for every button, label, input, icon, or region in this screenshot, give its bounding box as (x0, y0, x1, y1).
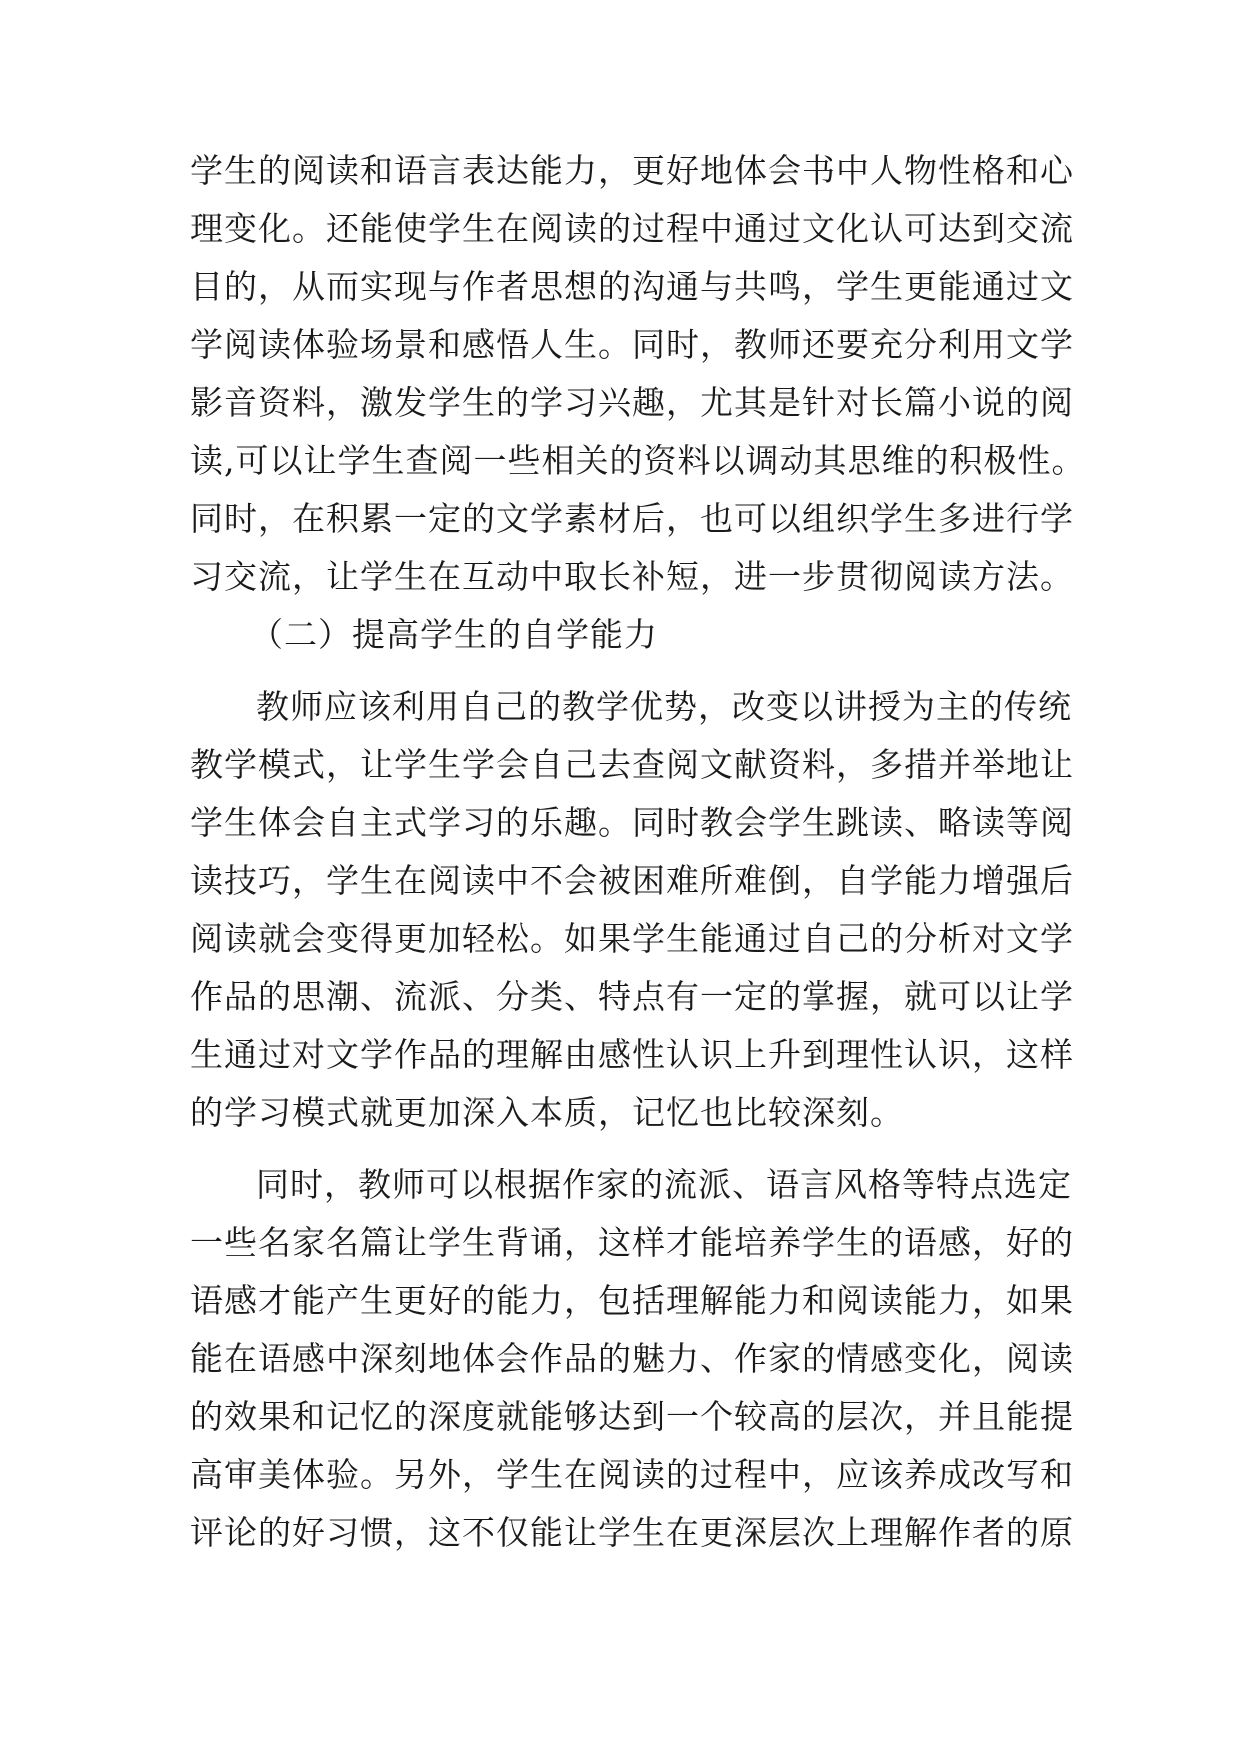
text-line: 评论的好习惯，这不仅能让学生在更深层次上理解作者的原 (190, 1513, 1074, 1552)
text-line: 学生体会自主式学习的乐趣。同时教会学生跳读、略读等阅 (190, 803, 1074, 842)
text-line: 教师应该利用自己的教学优势，改变以讲授为主的传统 (256, 687, 1072, 726)
text-line: 同时，在积累一定的文学素材后，也可以组织学生多进行学 (190, 499, 1074, 538)
text-line: 影音资料，激发学生的学习兴趣，尤其是针对长篇小说的阅 (190, 383, 1074, 422)
text-line: 习交流，让学生在互动中取长补短，进一步贯彻阅读方法。 (190, 557, 1074, 596)
document-page (190, 142, 1086, 1562)
text-line: 一些名家名篇让学生背诵，这样才能培养学生的语感，好的 (190, 1223, 1074, 1262)
text-line: 作品的思潮、流派、分类、特点有一定的掌握，就可以让学 (190, 977, 1074, 1016)
spacer (190, 1142, 1050, 1156)
text-line: 学生的阅读和语言表达能力，更好地体会书中人物性格和心 (190, 151, 1074, 190)
text-line: 高审美体验。另外，学生在阅读的过程中，应该养成改写和 (190, 1455, 1074, 1494)
text-line: 读技巧，学生在阅读中不会被困难所难倒，自学能力增强后 (190, 861, 1074, 900)
text-line: 同时，教师可以根据作家的流派、语言风格等特点选定 (256, 1165, 1072, 1204)
paragraph-language-sense (190, 1156, 1074, 1562)
text-line: 理变化。还能使学生在阅读的过程中通过文化认可达到交流 (190, 209, 1074, 248)
paragraph-self-study (190, 678, 1074, 1142)
spacer (190, 664, 1050, 678)
text-line: 的学习模式就更加深入本质，记忆也比较深刻。 (190, 1093, 904, 1132)
section-heading: （二）提高学生的自学能力 (250, 615, 658, 654)
text-line: 阅读就会变得更加轻松。如果学生能通过自己的分析对文学 (190, 919, 1074, 958)
paragraph-reading-expression (190, 142, 1086, 606)
text-line: 学阅读体验场景和感悟人生。同时，教师还要充分利用文学 (190, 325, 1074, 364)
text-line: 生通过对文学作品的理解由感性认识上升到理性认识，这样 (190, 1035, 1074, 1074)
text-line: 目的，从而实现与作者思想的沟通与共鸣，学生更能通过文 (190, 267, 1074, 306)
text-line: 语感才能产生更好的能力，包括理解能力和阅读能力，如果 (190, 1281, 1074, 1320)
text-line: 的效果和记忆的深度就能够达到一个较高的层次，并且能提 (190, 1397, 1074, 1436)
text-line: 教学模式，让学生学会自己去查阅文献资料，多措并举地让 (190, 745, 1074, 784)
text-line: 能在语感中深刻地体会作品的魅力、作家的情感变化，阅读 (190, 1339, 1074, 1378)
text-line: 读,可以让学生查阅一些相关的资料以调动其思维的积极性。 (190, 441, 1086, 480)
